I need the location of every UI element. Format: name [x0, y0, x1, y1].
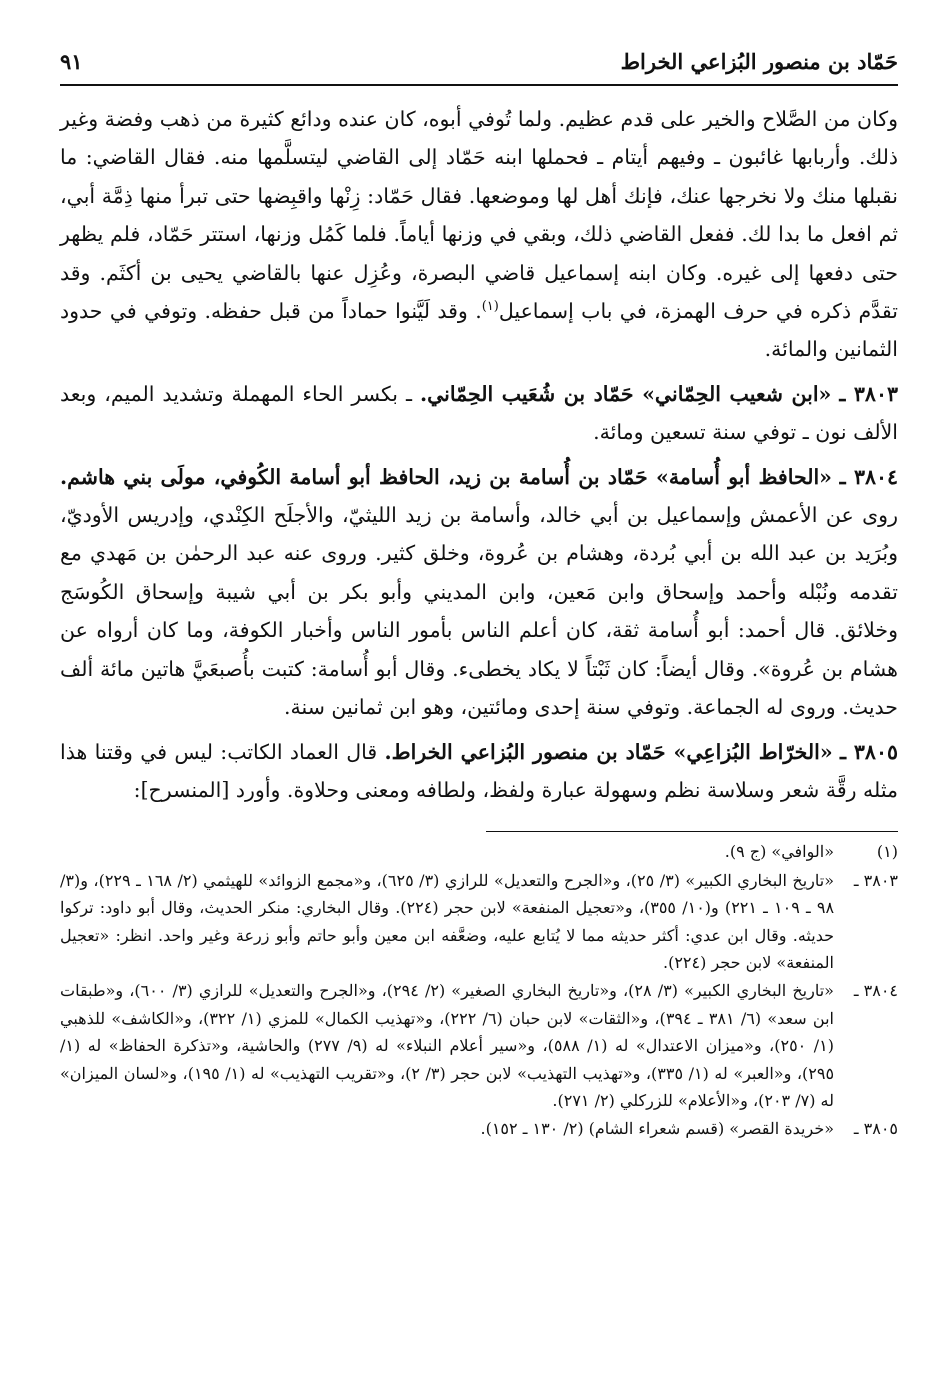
- entry-heading: «ابن شعيب الحِمّاني» حَمّاد بن شُعَيب الحِمّاني.: [419, 381, 832, 406]
- footnote-reference: (١): [481, 299, 499, 315]
- entry-heading: «الحافظ أبو أُسامة» حَمّاد بن أُسامة بن زيد، الحافظ أبو أسامة الكُوفي، مولَى بني هاشم.: [60, 464, 832, 489]
- footnote-text: «الوافي» (ج ٩).: [724, 842, 834, 862]
- entry-text: قال العماد الكاتب: ليس في وقتنا هذا مثله رقَّة شعر وسلاسة نظم وسهولة عبارة ولفظ، ولطافه ومعنى وحلاوة. وأورد [المنسرح]:: [60, 739, 898, 802]
- entry-number: ٣٨٠٥ ـ: [839, 739, 898, 764]
- paragraph-tail: . وقد لَيَّنوا حماداً من قبل حفظه. وتوفي في حدود الثمانين والمائة.: [60, 299, 898, 362]
- entry-3803: [60, 375, 898, 452]
- running-header: [60, 40, 898, 86]
- entry-text: روى عن الأعمش وإسماعيل بن أبي خالد، وأسامة بن زيد الليثيّ، والأجلَح الكِنْدي، وإدريس الأوديّ، وبُرَيد بن عبد الله بن أبي بُردة، وهشام بن عُروة، وخلق كثير. وروى عنه عبد الرحمٰن بن مَهدي مع تقدمه ونُبْله وأحمد وإسحاق وابن مَعين، وابن المديني وأبو بكر بن أبي شيبة وإسحاق الكُوسَج وخلائق. قال أحمد: أبو أُسامة ثقة، كان أعلم الناس بأمور الناس وأخبار الكوفة، وما كان أرواه عن هشام بن عُروة». وقال أيضاً: كان ثَبْتاً لا يكاد يخطىء. وقال أبو أُسامة: كتبت بأُصبعَيَّ هاتين مائة ألف حديث. وروى له الجماعة. وتوفي سنة إحدى ومائتين، وهو ابن ثمانين سنة.: [60, 503, 898, 720]
- footnotes: [60, 838, 898, 1142]
- footnote-text: «تاريخ البخاري الكبير» (٣/ ٢٥)، و«الجرح والتعديل» للرازي (٣/ ٦٢٥)، و«مجمع الزوائد» للهيثمي (٢/ ١٦٨ ـ ٢٢٩)، و(٣/ ٩٨ ـ ١٠٩ ـ ٢٢١) و(١٠/ ٣٥٥)، و«تعجيل المنفعة» لابن حجر (٢٢٤). وقال البخاري: منكر الحديث، وقال أبو داود: تركوا حديثه. وقال ابن عدي: أكثر حديثه مما لا يُتابع عليه، وضعَّفه ابن معين وأبو حاتم وأبو زرعة وغير واحد. انظر: «تعجيل المنفعة» لابن حجر (٢٢٤).: [60, 870, 835, 972]
- footnote-text: «تاريخ البخاري الكبير» (٣/ ٢٨)، و«تاريخ البخاري الصغير» (٢/ ٢٩٤)، و«الجرح والتعديل» للرازي (٣/ ٦٠٠)، و«طبقات ابن سعد» (٦/ ٣٨١ ـ ٣٩٤)، و«الثقات» لابن حبان (٦/ ٢٢٢)، و«تهذيب الكمال» للمزي (١/ ٣٢٢)، و«الكاشف» للذهبي (١/ ٢٥٠)، و«ميزان الاعتدال» له (١/ ٥٨٨)، و«سير أعلام النبلاء» له (٩/ ٢٧٧) والحاشية، و«تذكرة الحفاظ» له (١/ ٢٩٥)، و«العبر» له (١/ ٣٣٥)، و«تهذيب التهذيب» لابن حجر (٣/ ٢)، و«تقريب التهذيب» له (١/ ١٩٥)، و«لسان الميزان» له (٧/ ٢٠٣)، و«الأعلام» للزركلي (٢/ ٢٧١).: [60, 981, 835, 1110]
- footnote-item: [60, 867, 898, 977]
- footnote-label: ٣٨٠٥ ـ: [853, 1119, 898, 1139]
- footnote-item: [60, 977, 898, 1114]
- page-number: ٩١: [60, 49, 83, 74]
- book-page: [60, 40, 898, 1144]
- footnote-label: (١): [876, 842, 898, 862]
- entry-number: ٣٨٠٣ ـ: [839, 381, 898, 406]
- entry-3805: [60, 733, 898, 810]
- entry-text: ـ بكسر الحاء المهملة وتشديد الميم، وبعد الألف نون ـ توفي سنة تسعين ومائة.: [60, 381, 898, 445]
- running-title: حَمّاد بن منصور البُزاعي الخراط: [620, 49, 898, 74]
- entry-heading: «الخرّاط البُزاعِي» حَمّاد بن منصور البُزاعي الخراط.: [384, 739, 833, 764]
- paragraph-continuation: [60, 100, 898, 369]
- footnote-text: «خريدة القصر» (قسم شعراء الشام) (٢/ ١٣٠ ـ ١٥٢).: [480, 1119, 834, 1139]
- entry-3804: [60, 458, 898, 727]
- main-text: [60, 100, 898, 809]
- entry-number: ٣٨٠٤ ـ: [839, 464, 898, 489]
- footnote-item: [60, 1115, 898, 1142]
- paragraph-text: وكان من الصَّلاح والخير على قدم عظيم. ولما تُوفي أبوه، كان عنده ودائع كثيرة من ذهب وفضة وغير ذلك. وأربابها غائبون ـ وفيهم أيتام ـ فحملها ابنه حَمّاد إلى القاضي ليتسلَّمها منه. فقال القاضي: ما نقبلها منك ولا نخرجها عنك، فإنك أهل لها وموضعها. فقال حَمّاد: زِنْها واقبِضها حتى تبرأ منها ذِمَّة أبي، ثم افعل ما بدا لك. ففعل القاضي ذلك، وبقي في وزنها أياماً. فلما كَمُل وزنها، استتر حَمّاد، فلم يظهر حتى دفعها إلى غيره. وكان ابنه إسماعيل قاضي البصرة، وعُزِل عنها بالقاضي يحيى بن أكثَم. وقد تقدَّم ذكره في حرف الهمزة، في باب إسماعيل: [60, 107, 899, 324]
- footnote-label: ٣٨٠٤ ـ: [853, 981, 898, 1001]
- footnote-item: [60, 838, 898, 865]
- footnote-divider: [486, 831, 898, 832]
- footnote-label: ٣٨٠٣ ـ: [853, 870, 898, 890]
